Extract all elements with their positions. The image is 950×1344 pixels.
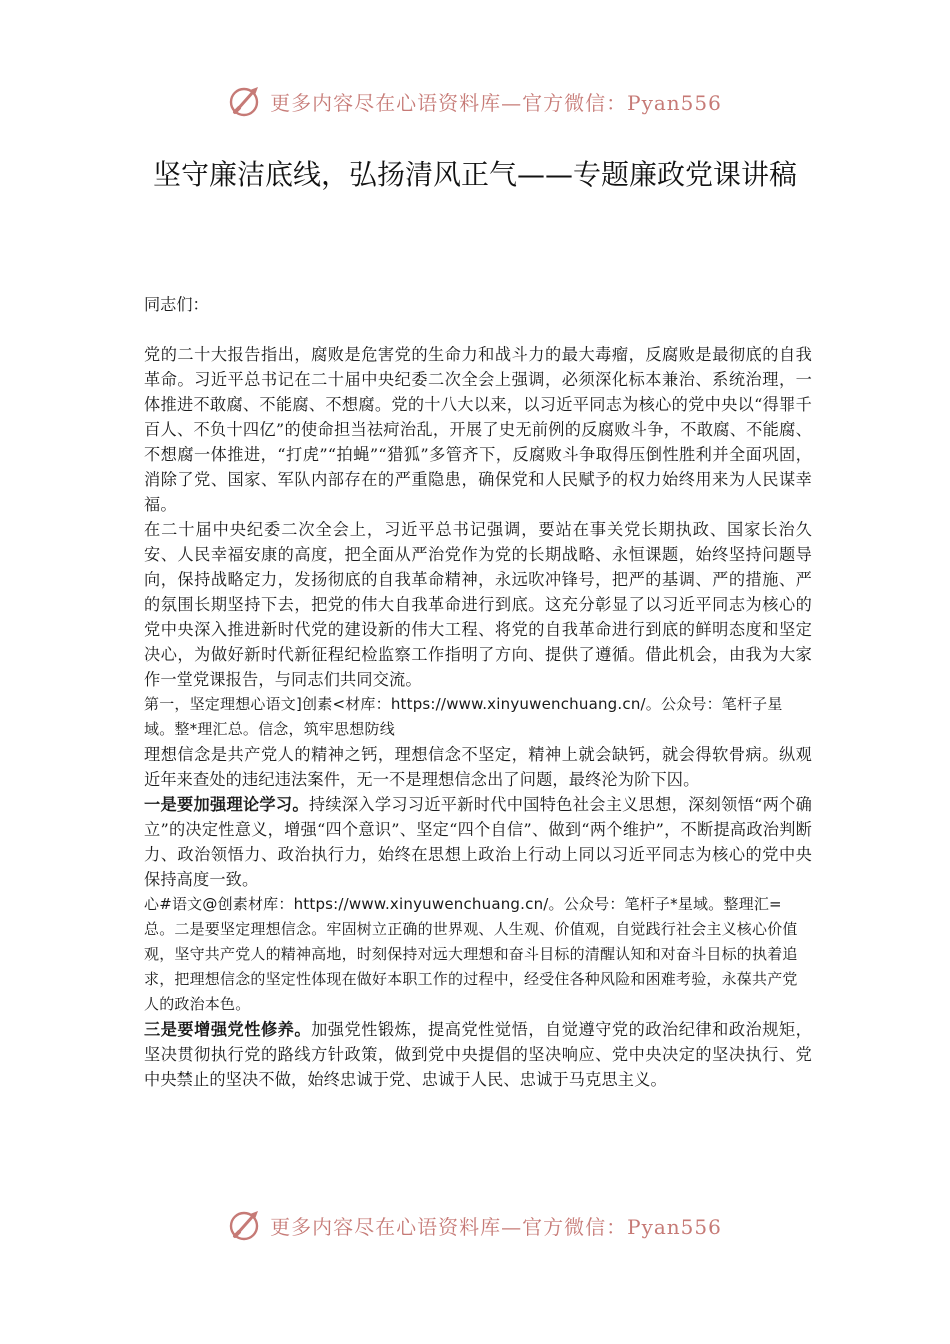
paragraph-intro: 党的二十大报告指出，腐败是危害党的生命力和战斗力的最大毒瘤，反腐败是最彻底的自我革命。习近平总书记在二十届中央纪委二次全会上强调，必须深化标本兼治、系统治理，一体推进不敢腐、不能腐、不想腐。党的十八大以来，以习近平同志为核心的党中央以“得罪千百人、不负十四亿”的使命担当祛疴治乱，开展了史无前例的反腐败斗争，不敢腐、不能腐、不想腐一体推进，“打虎”“拍蝇”“猎狐”多管齐下，反腐败斗争取得压倒性胜利并全面巩固，消除了党、国家、军队内部存在的严重隐患，确保党和人民赋予的权力始终用来为人民谋幸福。 [144, 345, 812, 514]
watermark-footer [0, 1208, 950, 1242]
paragraph-point-two: 心#语文@创素材库：https://www.xinyuwenchuang.cn/。公众号：笔杆子*星域。整理汇=总。二是要坚定理想信念。牢固树立正确的世界观、人生观、价值观，自觉践行社会主义核心价值观，坚守共产党人的精神高地，时刻保持对远大理想和奋斗目标的清醒认知和对奋斗目标的执着追求，把理想信念的坚定性体现在做好本职工作的过程中，经受住各种风险和困难考验，永葆共产党人的政治本色。 [144, 895, 798, 1013]
point-three-body: 加强党性锻炼，提高党性觉悟，自觉遵守党的政治纪律和政治规矩，坚决贯彻执行党的路线方针政策，做到党中央提倡的坚决响应、党中央决定的坚决执行、党中央禁止的坚决不做，始终忠诚于党、忠诚于人民、忠诚于马克思主义。 [144, 1020, 812, 1089]
watermark-text: 更多内容尽在心语资料库—官方微信：Pyan556 [270, 1214, 722, 1239]
point-one-lead: 一是要加强理论学习。 [144, 795, 309, 814]
greeting: 同志们： [144, 295, 209, 314]
point-one-body: 持续深入学习习近平新时代中国特色社会主义思想，深刻领悟“两个确立”的决定性意义，增强“四个意识”、坚定“四个自信”、做到“两个维护”，不断提高政治判断力、政治领悟力、政治执行力，始终在思想上政治上行动上同以习近平同志为核心的党中央保持高度一致。 [144, 795, 812, 889]
document-body [144, 292, 812, 1092]
document-title: 坚守廉洁底线，弘扬清风正气——专题廉政党课讲稿 [152, 158, 797, 191]
point-three-lead: 三是要增强党性修养。 [144, 1020, 312, 1039]
paragraph-second: 在二十届中央纪委二次全会上，习近平总书记强调，要站在事关党长期执政、国家长治久安、人民幸福安康的高度，把全面从严治党作为党的长期战略、永恒课题，始终坚持问题导向，保持战略定力，发扬彻底的自我革命精神，永远吹冲锋号，把严的基调、严的措施、严的氛围长期坚持下去，把党的伟大自我革命进行到底。这充分彰显了以习近平同志为核心的党中央深入推进新时代党的建设新的伟大工程、将党的自我革命进行到底的鲜明态度和坚定决心，为做好新时代新征程纪检监察工作指明了方向、提供了遵循。借此机会，由我为大家作一堂党课报告，与同志们共同交流。 [144, 520, 812, 689]
watermark-text: 更多内容尽在心语资料库—官方微信：Pyan556 [270, 90, 722, 115]
paragraph-point-three [144, 1017, 812, 1092]
brush-pen-logo-icon [228, 84, 262, 118]
brush-pen-logo-icon [228, 1208, 262, 1242]
paragraph-ideals: 理想信念是共产党人的精神之钙，理想信念不坚定，精神上就会缺钙，就会得软骨病。纵观近年来查处的违纪违法案件，无一不是理想信念出了问题，最终沦为阶下囚。 [144, 745, 812, 789]
watermark-header [0, 84, 950, 118]
section-heading-first: 第一，坚定理想心语文]创素<材库：https://www.xinyuwenchuang.cn/。公众号：笔杆子星域。整*理汇总。信念，筑牢思想防线 [144, 695, 783, 738]
paragraph-point-one [144, 792, 812, 892]
